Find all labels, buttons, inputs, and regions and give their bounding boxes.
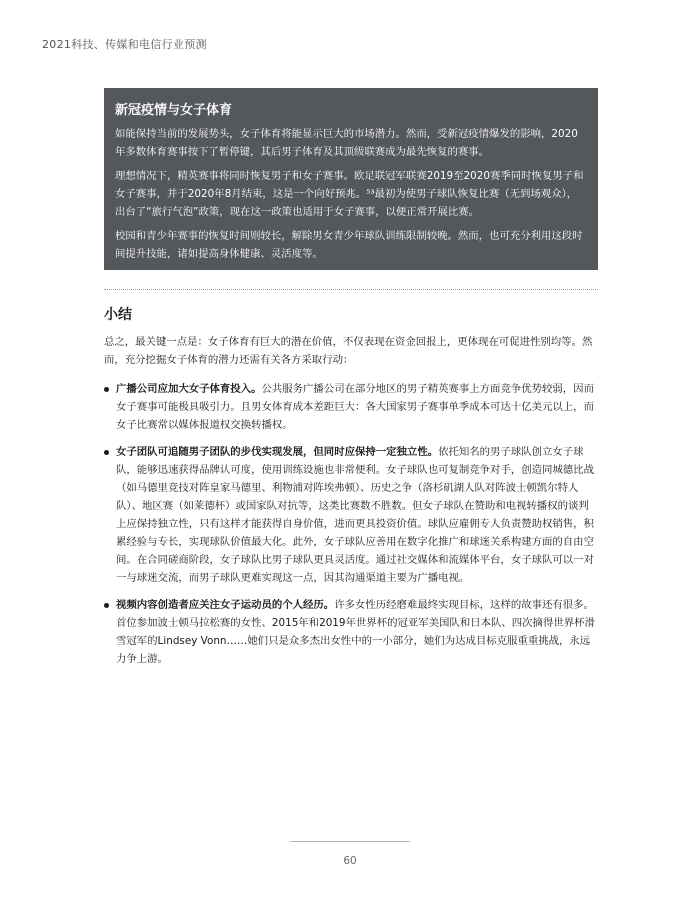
section-divider: [104, 289, 598, 290]
summary-section: [104, 304, 598, 677]
footer-rule: [290, 841, 410, 842]
summary-bullet-list: [104, 380, 598, 668]
bullet-item-womens-teams: [104, 443, 598, 587]
bullet-text: 公共服务广播公司在部分地区的男子精英赛事上方面竞争优势较弱，因而女子赛事可能极具吸引力。且男女体育成本差距巨大：各大国家男子赛事单季成本可达十亿美元以上，而女子比赛常以媒体报道权交换转播权。: [116, 383, 594, 431]
summary-heading: 小结: [104, 307, 132, 323]
callout-paragraph: 理想情况下，精英赛事将同时恢复男子和女子赛事。欧足联冠军联赛2019至2020赛季同时恢复男子和女子赛事，并于2020年8月结束，这是一个向好预兆。⁵³最初为使男子球队恢复比赛（无到场观众），出台了“旅行气泡”政策，现在这一政策也适用于女子赛事，以便正常开展比赛。: [115, 170, 584, 218]
running-header: 2021科技、传媒和电信行业预测: [42, 38, 207, 51]
bullet-lead: 视频内容创造者应关注女子运动员的个人经历。: [116, 599, 335, 611]
bullet-lead: 女子团队可追随男子团队的步伐实现发展，但同时应保持一定独立性。: [116, 446, 439, 458]
bullet-dot-icon: [104, 450, 109, 455]
callout-title: 新冠疫情与女子体育: [115, 103, 233, 118]
bullet-lead: 广播公司应加大女子体育投入。: [116, 383, 262, 395]
summary-intro: 总之，最关键一点是：女子体育有巨大的潜在价值，不仅表现在资金回报上，更体现在可促进性别均等。然而，充分挖掘女子体育的潜力还需有关各方采取行动：: [104, 336, 593, 366]
covid-callout-box: [104, 88, 598, 270]
bullet-dot-icon: [104, 387, 109, 392]
callout-paragraph: 如能保持当前的发展势头，女子体育将能显示巨大的市场潜力。然而，受新冠疫情爆发的影响，2020年多数体育赛事按下了暂停键，其后男子体育及其顶级联赛成为最先恢复的赛事。: [115, 128, 578, 158]
bullet-item-broadcasters: [104, 380, 598, 434]
bullet-item-video-creators: [104, 596, 598, 668]
bullet-text: 依托知名的男子球队创立女子球队，能够迅速获得品牌认可度，使用训练设施也非常便利。女子球队也可复制竞争对手，创造同城德比战（如马德里竞技对阵皇家马德里、利物浦对阵埃弗顿）、历史之争（洛杉矶湖人队对阵波士顿凯尔特人队）、地区赛（如莱德杯）或国家队对抗等，这类比赛数不胜数。但女子球队在赞助和电视转播权的谈判上应保持独立性，只有这样才能获得自身价值，进而更具投资价值。球队应雇佣专人负责赞助权销售，积累经验与专长，实现球队价值最大化。此外，女子球队应善用在数字化推广和球迷关系构建方面的自由空间。在合同磋商阶段，女子球队比男子球队更具灵活度。通过社交媒体和流媒体平台，女子球队可以一对一与球迷交流，而男子球队更难实现这一点，因其沟通渠道主要为广播电视。: [116, 446, 594, 584]
bullet-dot-icon: [104, 603, 109, 608]
callout-paragraph: 校园和青少年赛事的恢复时间则较长，解除男女青少年球队训练限制较晚。然而，也可充分利用这段时间提升技能，诸如提高身体健康、灵活度等。: [115, 230, 583, 260]
page-number: 60: [343, 855, 357, 867]
bullet-text: 许多女性历经磨难最终实现目标，这样的故事还有很多。首位参加波士顿马拉松赛的女性、2015年和2019年世界杯的冠亚军美国队和日本队、四次摘得世界杯滑雪冠军的Lindsey Vonn……她们只是众多杰出女性中的一小部分，她们为达成目标克服重重挑战，永远力争上游。: [116, 599, 595, 665]
